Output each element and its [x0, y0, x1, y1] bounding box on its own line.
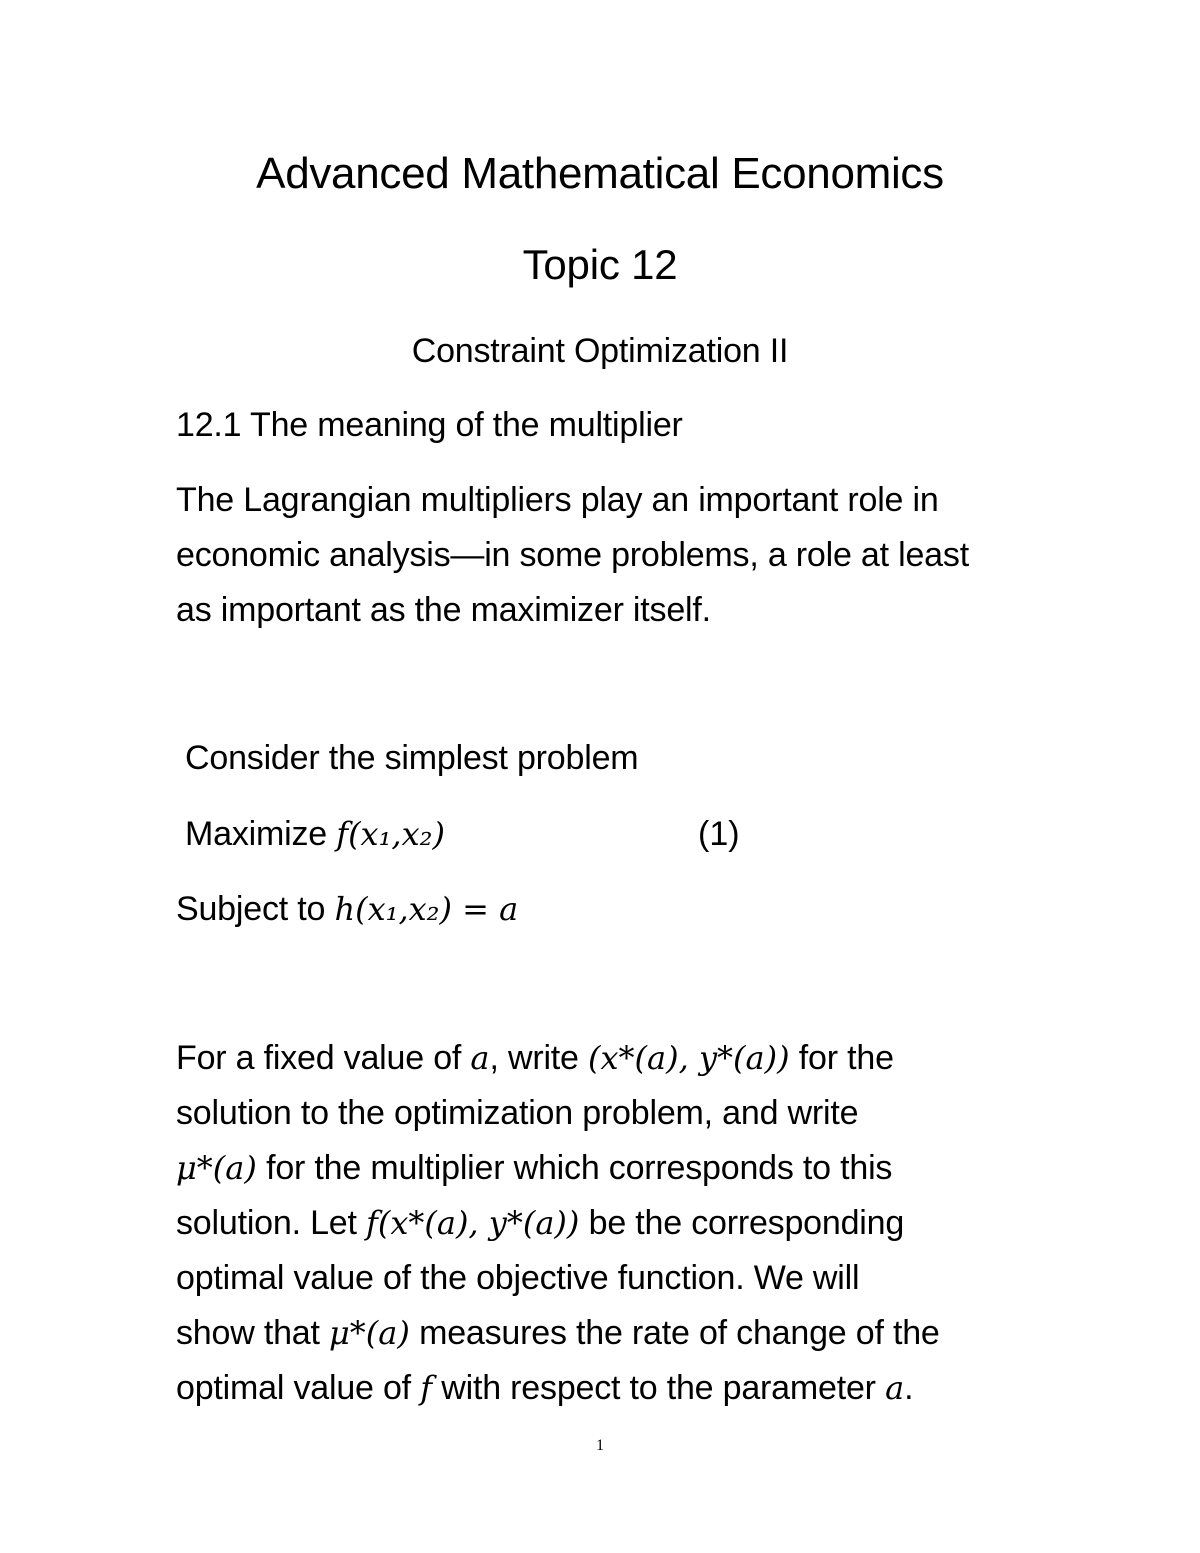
topic-heading: Topic 12: [522, 241, 678, 288]
text-run: show that: [176, 1314, 329, 1352]
math-inline: a: [885, 1369, 905, 1407]
text-run: solution. Let: [176, 1204, 366, 1242]
math-inline: a: [470, 1039, 490, 1077]
paragraph-line: [176, 1366, 913, 1410]
math-inline: (x*(a), y*(a)): [588, 1039, 790, 1077]
paragraph-line: [176, 1146, 892, 1190]
page-number: 1: [596, 1437, 604, 1454]
text-run: for the multiplier which corresponds to this: [256, 1149, 893, 1187]
text-run: .: [904, 1369, 914, 1407]
paragraph-line: solution to the optimization problem, and write: [176, 1094, 859, 1132]
text-run: with respect to the parameter: [432, 1369, 886, 1407]
paragraph-line: The Lagrangian multipliers play an important role in: [176, 481, 939, 519]
consider-line: Consider the simplest problem: [185, 739, 639, 777]
topic-subtitle: Constraint Optimization II: [411, 332, 789, 370]
math-inline: f: [420, 1369, 433, 1407]
constraint-math: h(x₁,x₂) = a: [334, 890, 519, 928]
text-run: be the corresponding: [579, 1204, 905, 1242]
math-inline: μ*(a): [328, 1314, 410, 1352]
maximize-line: [185, 812, 445, 856]
text-run: optimal value of: [176, 1369, 421, 1407]
paragraph-line: [176, 1311, 940, 1355]
objective-function-math: f(x₁,x₂): [336, 815, 445, 853]
paragraph-line: economic analysis—in some problems, a role at least: [176, 536, 969, 574]
maximize-label: Maximize: [185, 815, 337, 853]
math-inline: f(x*(a), y*(a)): [366, 1204, 580, 1242]
section-heading: 12.1 The meaning of the multiplier: [176, 406, 683, 444]
paragraph-line: [176, 1201, 904, 1245]
text-run: For a fixed value of: [176, 1039, 471, 1077]
text-run: for the: [789, 1039, 894, 1077]
constraint-line: [176, 887, 518, 931]
text-run: , write: [489, 1039, 589, 1077]
paragraph-line: as important as the maximizer itself.: [176, 591, 711, 629]
text-run: measures the rate of change of the: [409, 1314, 940, 1352]
document-title: Advanced Mathematical Economics: [256, 149, 944, 198]
paragraph-line: [176, 1036, 894, 1080]
equation-number: (1): [698, 815, 740, 853]
paragraph-line: optimal value of the objective function. We will: [176, 1259, 860, 1297]
math-inline: μ*(a): [176, 1149, 257, 1187]
subject-label: Subject to: [176, 890, 335, 928]
